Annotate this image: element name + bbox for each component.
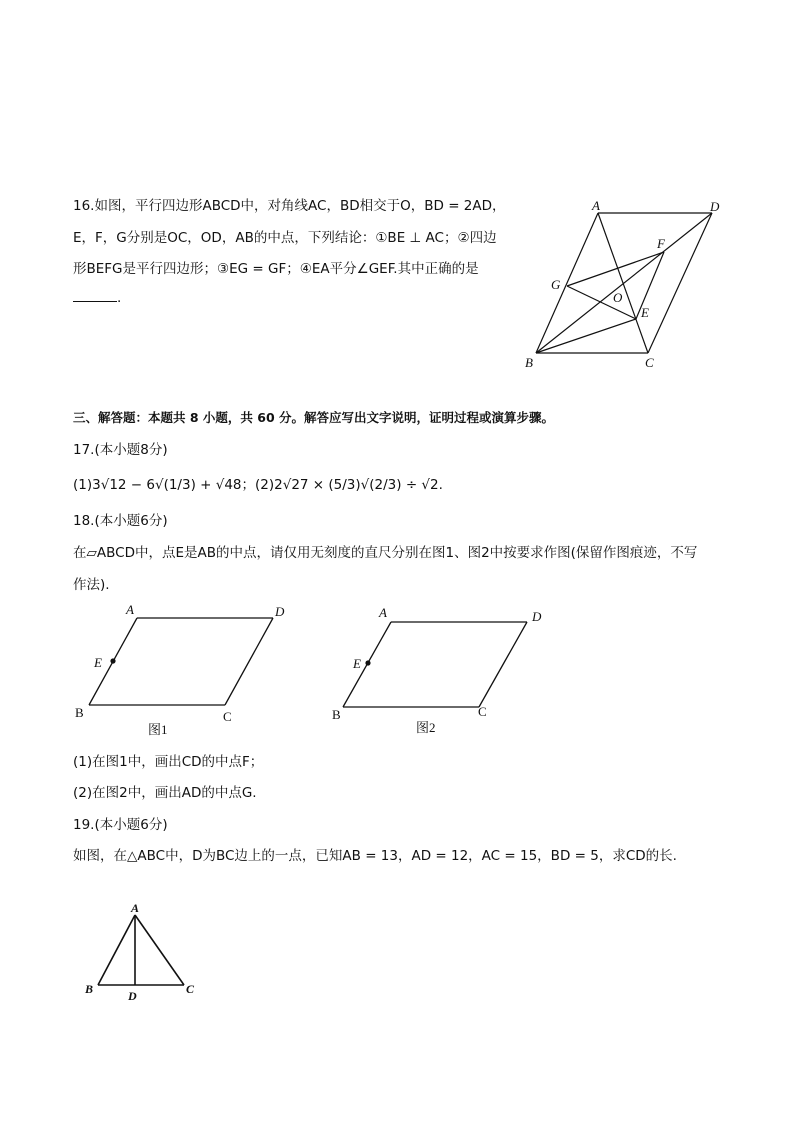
fig1-side-dc xyxy=(225,618,273,705)
q19-title: 19.(本小题6分) xyxy=(73,817,168,833)
q16-line-4-end: . xyxy=(117,290,122,306)
q19-label-b: B xyxy=(85,982,94,996)
fig1-label-a: A xyxy=(126,602,134,617)
q17-expression: (1)3√12 − 6√(1/3) + √48；(2)2√27 × (5/3)√(2/3) ÷ √2. xyxy=(73,477,443,493)
q19-label-a: A xyxy=(131,901,140,915)
q16-diagonal-ac xyxy=(598,213,648,353)
fig2-point-e xyxy=(365,660,370,665)
fig1-caption: 图1 xyxy=(148,722,168,737)
q16-segment-be xyxy=(536,319,636,353)
fig1-label-b: B xyxy=(75,705,84,720)
q18-figure-2 xyxy=(325,600,555,740)
q16-side-ba xyxy=(536,213,598,353)
q16-label-o: O xyxy=(613,290,623,305)
fig1-point-e xyxy=(110,658,115,663)
q19-line-1: 如图，在△ABC中，D为BC边上的一点，已知AB = 13，AD = 12，AC = 15，BD = 5，求CD的长. xyxy=(73,848,677,864)
q18-line-2: 作法). xyxy=(73,577,110,593)
q18-title: 18.(本小题6分) xyxy=(73,513,168,529)
q16-segment-fg xyxy=(567,252,664,286)
q18-sub-2: (2)在图2中，画出AD的中点G. xyxy=(73,785,257,801)
fig2-label-c: C xyxy=(478,704,487,719)
q16-label-b: B xyxy=(525,355,533,370)
q16-label-a: A xyxy=(592,198,600,213)
q19-label-c: C xyxy=(186,982,195,996)
q18-figure-1 xyxy=(70,600,300,740)
fig2-label-b: B xyxy=(332,707,341,722)
q16-diagonal-bd xyxy=(536,213,712,353)
q16-line-1: 16.如图，平行四边形ABCD中，对角线AC，BD相交于O，BD = 2AD， xyxy=(73,198,506,214)
q16-answer-blank xyxy=(73,288,121,308)
fig1-label-e: E xyxy=(94,655,102,670)
q16-line-3: 形BEFG是平行四边形；③EG = GF；④EA平分∠GEF.其中正确的是 xyxy=(73,261,479,277)
fig2-side-dc xyxy=(479,622,527,707)
q19-label-d: D xyxy=(128,989,137,1003)
fig2-label-a: A xyxy=(379,605,387,620)
q16-line-2: E，F，G分别是OC，OD，AB的中点，下列结论：①BE ⊥ AC；②四边 xyxy=(73,230,497,246)
q16-figure xyxy=(520,195,730,375)
fig2-label-e: E xyxy=(353,656,361,671)
q16-label-e: E xyxy=(641,305,649,320)
q19-side-ac xyxy=(135,915,184,985)
q18-line-1: 在▱ABCD中，点E是AB的中点，请仅用无刻度的直尺分别在图1、图2中按要求作图(保留作图痕迹，不写 xyxy=(73,545,698,561)
q16-label-d: D xyxy=(710,199,720,214)
q16-side-dc xyxy=(648,213,712,353)
fig2-label-d: D xyxy=(532,609,542,624)
fig1-label-c: C xyxy=(223,709,232,724)
section-3-header: 三、解答题：本题共 8 小题，共 60 分。解答应写出文字说明，证明过程或演算步骤。 xyxy=(73,410,555,425)
q16-label-c: C xyxy=(645,355,654,370)
q17-title: 17.(本小题8分) xyxy=(73,442,168,458)
q19-side-ab xyxy=(98,915,135,985)
q19-figure xyxy=(80,895,210,1010)
q16-label-g: G xyxy=(551,277,561,292)
answer-blank xyxy=(73,289,117,302)
q16-label-f: F xyxy=(657,236,665,251)
fig1-label-d: D xyxy=(275,604,285,619)
q18-sub-1: (1)在图1中，画出CD的中点F； xyxy=(73,754,264,770)
fig2-caption: 图2 xyxy=(416,720,436,735)
